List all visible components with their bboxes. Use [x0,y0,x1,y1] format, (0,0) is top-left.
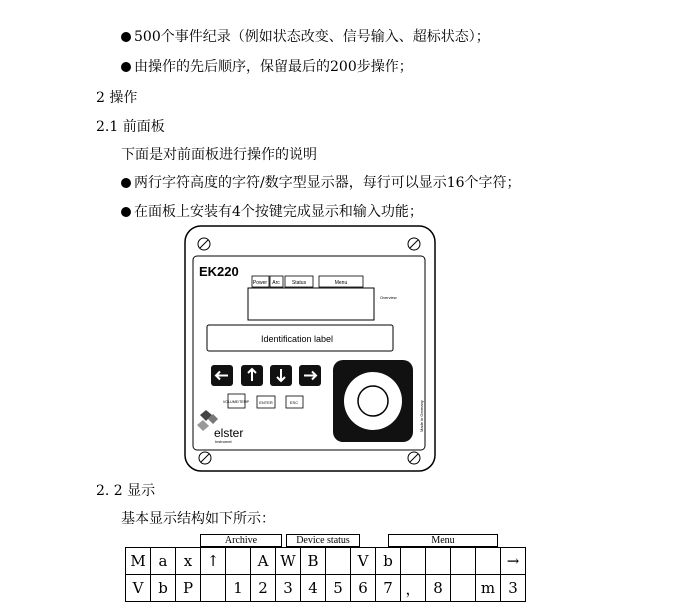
display-tab-arc: Arc [272,280,280,286]
device-model: EK220 [199,264,239,279]
display-cell: 2 [251,575,276,602]
display-cell: ↑ [201,548,226,575]
display-cell: 6 [351,575,376,602]
display-cell: 4 [301,575,326,602]
archive-header: Archive [200,534,282,547]
bullet-events: 500个事件纪录（例如状态改变、信号输入、超标状态）； [121,28,490,46]
section-heading-front-panel: 2.1 前面板 [96,119,165,135]
brand-subname: Instromet [215,439,232,444]
bullet-operations: 由操作的先后顺序，保留最后的200步操作； [121,58,413,76]
display-cell: a [151,548,176,575]
display-intro: 基本显示结构如下所示： [121,511,275,527]
display-cell: V [126,575,151,602]
key-label-enter: ENTER [259,400,273,405]
display-cell [326,548,351,575]
identification-label-text: Identification label [260,334,334,344]
menu-header: Menu [388,534,498,547]
display-row-2 [126,575,526,602]
display-structure-table [125,547,526,602]
bullet-icon [121,32,131,42]
display-cell: b [376,548,401,575]
bullet-icon [121,62,131,72]
display-cell: 8 [426,575,451,602]
lcd-display [248,288,374,320]
display-cell: P [176,575,201,602]
display-cell: b [151,575,176,602]
display-cell: 3 [501,575,526,602]
display-cell [226,548,251,575]
display-cell: V [351,548,376,575]
right-arrow-key[interactable] [299,365,321,386]
display-cell [426,548,451,575]
display-cell: W [276,548,301,575]
bullet-keys: 在面板上安装有4个按键完成显示和输入功能； [121,203,423,221]
display-tab-menu: Menu [334,280,348,286]
section-heading-operation: 2 操作 [96,90,138,106]
display-row-1 [126,548,526,575]
display-cell [201,575,226,602]
display-cell: 7 [376,575,401,602]
key-label-volume: VOLUME/TEMP [222,400,250,404]
display-cell: → [501,548,526,575]
display-cell: 1 [226,575,251,602]
device-status-header: Device status [286,534,360,547]
display-cell: 5 [326,575,351,602]
display-cell: ， [401,575,426,602]
display-tab-power: Power [252,280,268,286]
display-tab-status: Status [291,280,307,286]
display-cell: 3 [276,575,301,602]
display-cell: m [476,575,501,602]
display-cell [451,575,476,602]
display-cell: x [176,548,201,575]
display-cell: A [251,548,276,575]
bullet-icon [121,178,131,188]
display-cell [401,548,426,575]
display-cell [451,548,476,575]
display-side-label: Overview [380,295,397,300]
key-label-esc: ESC [289,400,299,405]
section-heading-display: 2. 2 显示 [96,483,156,499]
front-panel-intro: 下面是对前面板进行操作的说明 [121,147,317,163]
left-arrow-key[interactable] [211,365,233,386]
display-cell [476,548,501,575]
display-cell: M [126,548,151,575]
up-arrow-key[interactable] [241,365,263,386]
display-cell: B [301,548,326,575]
bullet-icon [121,207,131,217]
made-in-germany-text: Made in Germany [419,400,424,432]
down-arrow-key[interactable] [270,365,292,386]
bullet-display: 两行字符高度的字符/数字型显示器，每行可以显示16个字符； [121,174,521,192]
brand-name: elster [214,426,244,440]
optical-port-icon [358,386,388,416]
